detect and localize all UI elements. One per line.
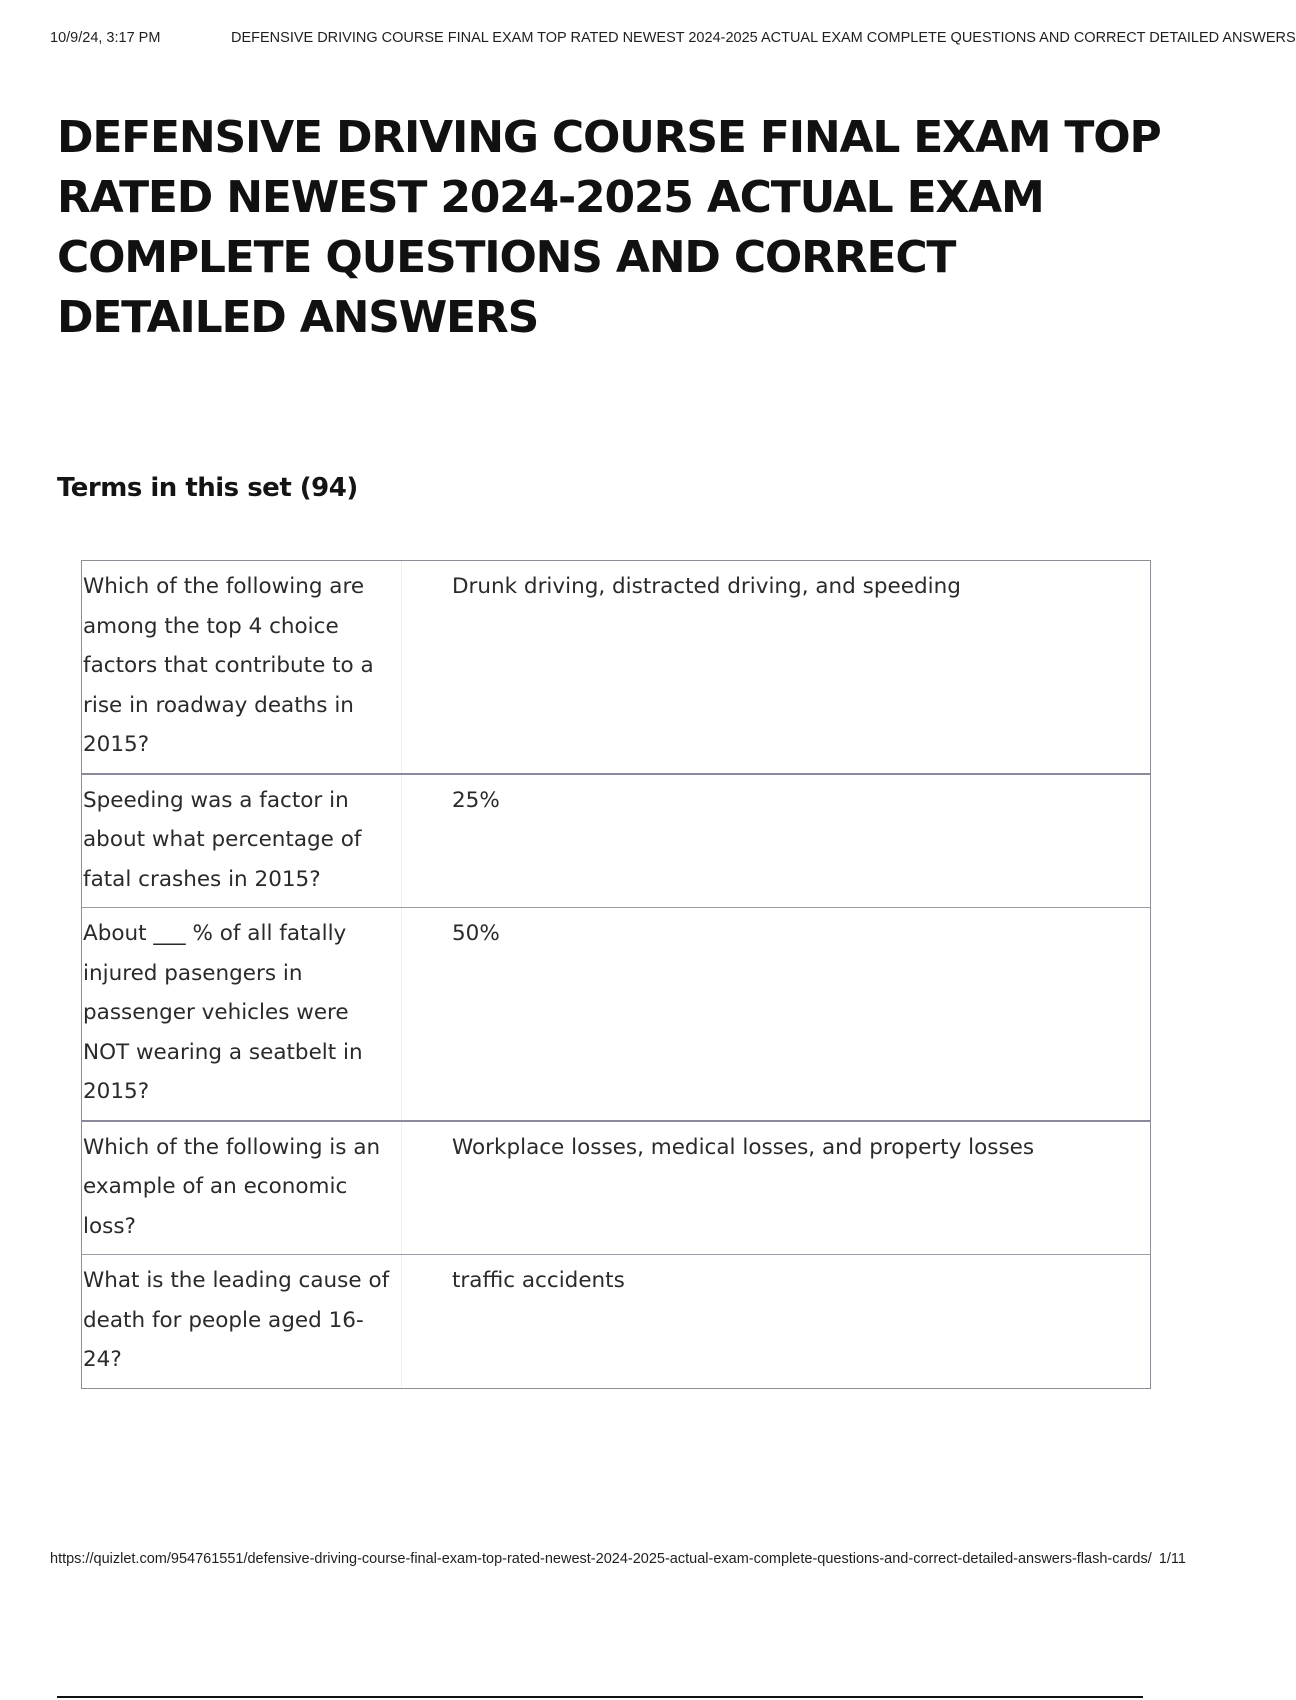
print-url[interactable]: https://quizlet.com/954761551/defensive-driving-course-final-exam-top-rated-newest-2024-2025-actual-exam-complete-questions-and-correct-detailed-answers-flash-cards/ bbox=[50, 1551, 1152, 1567]
term-question: Speeding was a factor in about what percentage of fatal crashes in 2015? bbox=[82, 775, 402, 908]
term-question: Which of the following is an example of an economic loss? bbox=[82, 1122, 402, 1255]
term-question: About ___ % of all fatally injured pasengers in passenger vehicles were NOT wearing a seatbelt in 2015? bbox=[82, 908, 402, 1120]
divider bbox=[57, 1696, 1143, 1698]
terms-table bbox=[81, 560, 1151, 1389]
print-footer bbox=[50, 1551, 1186, 1573]
table-row bbox=[82, 775, 1150, 909]
terms-heading: Terms in this set (94) bbox=[57, 473, 358, 503]
table-row bbox=[82, 561, 1150, 775]
term-answer: Workplace losses, medical losses, and property losses bbox=[452, 1134, 1035, 1160]
page-title: DEFENSIVE DRIVING COURSE FINAL EXAM TOP RATED NEWEST 2024-2025 ACTUAL EXAM COMPLETE QUESTIONS AND CORRECT DETAILED ANSWERS bbox=[57, 112, 1161, 343]
term-answer: 50% bbox=[452, 921, 500, 946]
table-row bbox=[82, 1122, 1150, 1256]
term-question: What is the leading cause of death for people aged 16-24? bbox=[82, 1255, 402, 1388]
term-question: Which of the following are among the top 4 choice factors that contribute to a rise in roadway deaths in 2015? bbox=[82, 561, 402, 773]
page-indicator: 1/11 bbox=[1158, 1551, 1186, 1567]
print-header bbox=[50, 30, 1296, 52]
term-answer: traffic accidents bbox=[452, 1268, 625, 1293]
term-answer: Drunk driving, distracted driving, and speeding bbox=[452, 574, 961, 599]
table-row bbox=[82, 908, 1150, 1122]
print-datetime: 10/9/24, 3:17 PM bbox=[50, 30, 161, 46]
table-row bbox=[82, 1255, 1150, 1388]
print-doc-title: DEFENSIVE DRIVING COURSE FINAL EXAM TOP RATED NEWEST 2024-2025 ACTUAL EXAM COMPLETE QUESTIONS AND CORRECT DETAILED ANSWERS bbox=[231, 30, 1296, 46]
term-answer: 25% bbox=[452, 787, 500, 813]
